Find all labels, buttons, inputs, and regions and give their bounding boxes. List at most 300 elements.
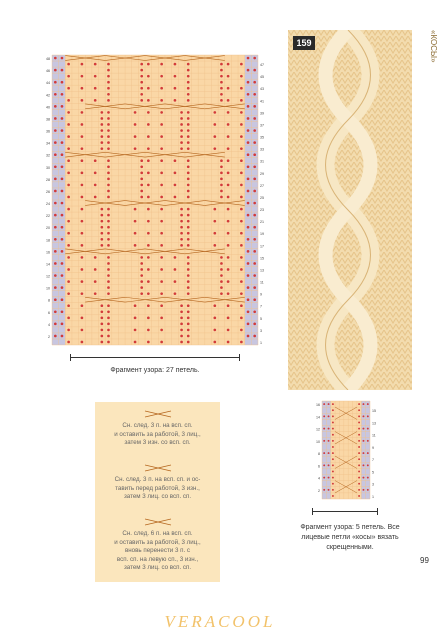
purl-stitch-mark: [101, 111, 104, 114]
purl-stitch-mark: [81, 316, 84, 319]
purl-stitch-mark: [107, 184, 110, 187]
row-number-right: 31: [260, 159, 264, 164]
purl-stitch-mark: [160, 123, 163, 126]
purl-stitch-mark: [101, 208, 104, 211]
purl-stitch-mark: [61, 178, 64, 181]
purl-stitch-mark: [134, 147, 137, 150]
purl-stitch-mark: [358, 495, 360, 497]
purl-stitch-mark: [240, 232, 243, 235]
purl-stitch-mark: [81, 244, 84, 247]
purl-stitch-mark: [61, 238, 64, 241]
purl-stitch-mark: [54, 105, 57, 108]
purl-stitch-mark: [54, 93, 57, 96]
purl-stitch-mark: [240, 147, 243, 150]
purl-stitch-mark: [81, 304, 84, 307]
purl-stitch-mark: [94, 159, 97, 162]
purl-stitch-mark: [332, 440, 334, 442]
purl-stitch-mark: [54, 165, 57, 168]
purl-stitch-mark: [187, 214, 190, 217]
purl-stitch-mark: [107, 178, 110, 181]
purl-stitch-mark: [107, 232, 110, 235]
purl-stitch-mark: [107, 135, 110, 138]
purl-stitch-mark: [332, 464, 334, 466]
purl-stitch-mark: [140, 280, 143, 283]
purl-stitch-mark: [160, 184, 163, 187]
purl-stitch-mark: [140, 268, 143, 271]
purl-stitch-mark: [147, 208, 150, 211]
purl-stitch-mark: [61, 262, 64, 265]
row-number-right: 33: [260, 147, 264, 152]
purl-stitch-mark: [187, 135, 190, 138]
purl-stitch-mark: [247, 335, 250, 338]
purl-stitch-mark: [94, 75, 97, 78]
purl-stitch-mark: [358, 452, 360, 454]
row-number-right: 13: [260, 268, 264, 273]
row-number-left: 16: [316, 403, 320, 408]
symbol-legend: [95, 402, 220, 582]
purl-stitch-mark: [160, 87, 163, 90]
purl-stitch-mark: [140, 165, 143, 168]
purl-stitch-mark: [174, 184, 177, 187]
purl-stitch-mark: [213, 111, 216, 114]
purl-stitch-mark: [61, 323, 64, 326]
purl-stitch-mark: [180, 341, 183, 344]
big-knitting-chart: [40, 52, 270, 348]
purl-stitch-mark: [107, 147, 110, 150]
purl-stitch-mark: [174, 280, 177, 283]
purl-stitch-mark: [220, 268, 223, 271]
purl-stitch-mark: [67, 280, 70, 283]
row-number-left: 6: [318, 464, 320, 469]
purl-stitch-mark: [61, 69, 64, 72]
purl-stitch-mark: [240, 304, 243, 307]
purl-stitch-mark: [61, 153, 64, 156]
legend-line: затем 3 изн. со всп. сп.: [124, 439, 191, 446]
purl-stitch-mark: [187, 262, 190, 265]
purl-stitch-mark: [187, 268, 190, 271]
purl-stitch-mark: [187, 274, 190, 277]
purl-stitch-mark: [227, 292, 230, 295]
row-number-left: 46: [46, 69, 50, 74]
row-number-right: 21: [260, 220, 264, 225]
purl-stitch-mark: [147, 184, 150, 187]
purl-stitch-mark: [140, 178, 143, 181]
purl-stitch-mark: [220, 81, 223, 84]
purl-stitch-mark: [107, 214, 110, 217]
purl-stitch-mark: [101, 304, 104, 307]
purl-stitch-mark: [213, 316, 216, 319]
purl-stitch-mark: [67, 147, 70, 150]
purl-stitch-mark: [67, 304, 70, 307]
purl-stitch-mark: [61, 93, 64, 96]
purl-stitch-mark: [253, 335, 256, 338]
purl-stitch-mark: [240, 316, 243, 319]
purl-stitch-mark: [367, 464, 369, 466]
purl-stitch-mark: [107, 190, 110, 193]
purl-stitch-mark: [240, 87, 243, 90]
purl-stitch-mark: [101, 238, 104, 241]
purl-stitch-mark: [94, 99, 97, 102]
purl-stitch-mark: [107, 165, 110, 168]
purl-stitch-mark: [328, 440, 330, 442]
purl-stitch-mark: [54, 323, 57, 326]
purl-stitch-mark: [180, 316, 183, 319]
purl-stitch-mark: [323, 403, 325, 405]
row-number-right: 47: [260, 63, 264, 68]
row-number-left: 32: [46, 153, 50, 158]
purl-stitch-mark: [253, 178, 256, 181]
purl-stitch-mark: [61, 105, 64, 108]
purl-stitch-mark: [240, 123, 243, 126]
purl-stitch-mark: [101, 232, 104, 235]
purl-stitch-mark: [107, 123, 110, 126]
purl-stitch-mark: [67, 341, 70, 344]
purl-stitch-mark: [180, 141, 183, 144]
purl-stitch-mark: [367, 489, 369, 491]
purl-stitch-mark: [227, 208, 230, 211]
purl-stitch-mark: [187, 329, 190, 332]
purl-stitch-mark: [253, 238, 256, 241]
purl-stitch-mark: [253, 141, 256, 144]
purl-stitch-mark: [94, 292, 97, 295]
small-knitting-chart: [310, 398, 382, 502]
row-number-right: 7: [372, 458, 374, 463]
purl-stitch-mark: [227, 123, 230, 126]
purl-stitch-mark: [253, 286, 256, 289]
purl-stitch-mark: [140, 256, 143, 259]
row-number-left: 30: [46, 165, 50, 170]
purl-stitch-mark: [61, 129, 64, 132]
purl-stitch-mark: [147, 256, 150, 259]
purl-stitch-mark: [332, 495, 334, 497]
purl-stitch-mark: [220, 256, 223, 259]
purl-stitch-mark: [253, 69, 256, 72]
purl-stitch-mark: [253, 153, 256, 156]
legend-line: всп. сп. на левую сп., 3 изн.,: [116, 555, 199, 563]
purl-stitch-mark: [180, 310, 183, 313]
purl-stitch-mark: [147, 87, 150, 90]
purl-stitch-mark: [54, 178, 57, 181]
row-number-right: 3: [372, 482, 374, 487]
purl-stitch-mark: [362, 428, 364, 430]
row-number-left: 12: [46, 274, 50, 279]
purl-stitch-mark: [160, 147, 163, 150]
purl-stitch-mark: [180, 335, 183, 338]
purl-stitch-mark: [160, 292, 163, 295]
row-number-left: 34: [46, 141, 50, 146]
row-number-left: 6: [48, 310, 50, 315]
purl-stitch-mark: [332, 452, 334, 454]
purl-stitch-mark: [147, 341, 150, 344]
purl-stitch-mark: [362, 464, 364, 466]
purl-stitch-mark: [81, 135, 84, 138]
purl-stitch-mark: [94, 196, 97, 199]
purl-stitch-mark: [323, 440, 325, 442]
purl-stitch-mark: [187, 190, 190, 193]
purl-stitch-mark: [323, 489, 325, 491]
row-number-right: 7: [260, 304, 262, 309]
cable-knit-illustration: [288, 30, 412, 390]
purl-stitch-mark: [160, 99, 163, 102]
purl-stitch-mark: [328, 428, 330, 430]
purl-stitch-mark: [187, 123, 190, 126]
purl-stitch-mark: [240, 280, 243, 283]
purl-stitch-mark: [367, 452, 369, 454]
purl-stitch-mark: [358, 415, 360, 417]
purl-stitch-mark: [247, 153, 250, 156]
purl-stitch-mark: [187, 99, 190, 102]
purl-stitch-mark: [240, 99, 243, 102]
legend-line: вновь перенести 3 п. с: [124, 547, 191, 554]
row-number-right: 1: [260, 340, 262, 345]
purl-stitch-mark: [160, 316, 163, 319]
purl-stitch-mark: [240, 329, 243, 332]
purl-stitch-mark: [107, 81, 110, 84]
purl-stitch-mark: [227, 304, 230, 307]
purl-stitch-mark: [140, 196, 143, 199]
purl-stitch-mark: [328, 477, 330, 479]
row-number-right: 39: [260, 111, 264, 116]
purl-stitch-mark: [227, 256, 230, 259]
purl-stitch-mark: [147, 99, 150, 102]
purl-stitch-mark: [187, 292, 190, 295]
purl-stitch-mark: [160, 220, 163, 223]
purl-stitch-mark: [240, 244, 243, 247]
purl-stitch-mark: [247, 165, 250, 168]
purl-stitch-mark: [67, 244, 70, 247]
purl-stitch-mark: [67, 75, 70, 78]
purl-stitch-mark: [180, 111, 183, 114]
purl-stitch-mark: [253, 250, 256, 253]
purl-stitch-mark: [81, 341, 84, 344]
purl-stitch-mark: [54, 298, 57, 301]
purl-stitch-mark: [187, 220, 190, 223]
purl-stitch-mark: [240, 292, 243, 295]
knitted-sample-photo: [288, 30, 412, 390]
purl-stitch-mark: [67, 87, 70, 90]
purl-stitch-mark: [187, 196, 190, 199]
small-chart-caption: Фрагмент узора: 5 петель. Все лицевые петли «косы» вязать скрещенными.: [300, 524, 400, 551]
row-number-left: 10: [46, 286, 50, 291]
purl-stitch-mark: [213, 329, 216, 332]
purl-stitch-mark: [332, 403, 334, 405]
row-number-left: 36: [46, 129, 50, 134]
row-number-left: 28: [46, 177, 50, 182]
row-number-right: 45: [260, 75, 264, 80]
purl-stitch-mark: [147, 147, 150, 150]
purl-stitch-mark: [54, 262, 57, 265]
purl-stitch-mark: [54, 190, 57, 193]
purl-stitch-mark: [174, 256, 177, 259]
purl-stitch-mark: [227, 111, 230, 114]
purl-stitch-mark: [174, 87, 177, 90]
purl-stitch-mark: [67, 220, 70, 223]
purl-stitch-mark: [54, 250, 57, 253]
purl-stitch-mark: [134, 341, 137, 344]
big-chart-caption: Фрагмент узора: 27 петель.: [110, 367, 200, 374]
purl-stitch-mark: [187, 184, 190, 187]
purl-stitch-mark: [227, 159, 230, 162]
purl-stitch-mark: [253, 323, 256, 326]
row-number-left: 24: [46, 202, 50, 207]
purl-stitch-mark: [54, 57, 57, 60]
purl-stitch-mark: [160, 208, 163, 211]
row-number-right: 11: [372, 433, 376, 438]
purl-stitch-mark: [180, 147, 183, 150]
purl-stitch-mark: [187, 165, 190, 168]
purl-stitch-mark: [253, 274, 256, 277]
purl-stitch-mark: [187, 75, 190, 78]
purl-stitch-mark: [187, 256, 190, 259]
purl-stitch-mark: [61, 202, 64, 205]
purl-stitch-mark: [61, 335, 64, 338]
purl-stitch-mark: [160, 280, 163, 283]
row-number-left: 40: [46, 105, 50, 110]
purl-stitch-mark: [140, 81, 143, 84]
row-number-right: 19: [260, 232, 264, 237]
purl-stitch-mark: [147, 159, 150, 162]
purl-stitch-mark: [134, 220, 137, 223]
purl-stitch-mark: [227, 244, 230, 247]
purl-stitch-mark: [101, 220, 104, 223]
purl-stitch-mark: [107, 262, 110, 265]
purl-stitch-mark: [160, 75, 163, 78]
purl-stitch-mark: [358, 421, 360, 423]
row-number-right: 35: [260, 135, 264, 140]
purl-stitch-mark: [358, 483, 360, 485]
row-number-left: 14: [46, 262, 50, 267]
purl-stitch-mark: [107, 323, 110, 326]
purl-stitch-mark: [147, 63, 150, 66]
row-number-right: 9: [372, 445, 374, 450]
purl-stitch-mark: [81, 111, 84, 114]
row-number-left: 42: [46, 93, 50, 98]
purl-stitch-mark: [227, 268, 230, 271]
purl-stitch-mark: [240, 111, 243, 114]
purl-stitch-mark: [94, 268, 97, 271]
purl-stitch-mark: [67, 329, 70, 332]
row-number-right: 27: [260, 183, 264, 188]
purl-stitch-mark: [227, 232, 230, 235]
purl-stitch-mark: [240, 256, 243, 259]
purl-stitch-mark: [107, 280, 110, 283]
big-chart-width-marker: [70, 357, 240, 358]
purl-stitch-mark: [160, 329, 163, 332]
purl-stitch-mark: [213, 208, 216, 211]
purl-stitch-mark: [61, 190, 64, 193]
cable-symbol-icon: [143, 410, 173, 418]
purl-stitch-mark: [247, 105, 250, 108]
purl-stitch-mark: [61, 226, 64, 229]
row-number-left: 48: [46, 57, 50, 62]
purl-stitch-mark: [328, 403, 330, 405]
purl-stitch-mark: [54, 274, 57, 277]
purl-stitch-mark: [147, 280, 150, 283]
purl-stitch-mark: [101, 244, 104, 247]
purl-stitch-mark: [81, 256, 84, 259]
small-chart-width-marker: [312, 511, 378, 512]
purl-stitch-mark: [247, 214, 250, 217]
purl-stitch-mark: [227, 220, 230, 223]
purl-stitch-mark: [240, 220, 243, 223]
purl-stitch-mark: [81, 208, 84, 211]
purl-stitch-mark: [367, 403, 369, 405]
purl-stitch-mark: [247, 141, 250, 144]
purl-stitch-mark: [107, 256, 110, 259]
row-number-right: 43: [260, 87, 264, 92]
row-number-left: 12: [316, 427, 320, 432]
purl-stitch-mark: [147, 111, 150, 114]
purl-stitch-mark: [358, 458, 360, 460]
purl-stitch-mark: [220, 171, 223, 174]
purl-stitch-mark: [187, 335, 190, 338]
purl-stitch-mark: [180, 129, 183, 132]
purl-stitch-mark: [253, 117, 256, 120]
purl-stitch-mark: [67, 292, 70, 295]
purl-stitch-mark: [213, 135, 216, 138]
row-number-right: 1: [372, 494, 374, 499]
purl-stitch-mark: [140, 87, 143, 90]
purl-stitch-mark: [107, 196, 110, 199]
row-number-left: 18: [46, 238, 50, 243]
row-number-right: 23: [260, 208, 264, 213]
purl-stitch-mark: [240, 184, 243, 187]
purl-stitch-mark: [81, 171, 84, 174]
purl-stitch-mark: [54, 202, 57, 205]
purl-stitch-mark: [328, 489, 330, 491]
purl-stitch-mark: [107, 93, 110, 96]
row-number-right: 25: [260, 195, 264, 200]
row-number-right: 9: [260, 292, 262, 297]
purl-stitch-mark: [240, 63, 243, 66]
purl-stitch-mark: [213, 341, 216, 344]
purl-stitch-mark: [247, 226, 250, 229]
purl-stitch-mark: [358, 403, 360, 405]
purl-stitch-mark: [213, 244, 216, 247]
purl-stitch-mark: [81, 63, 84, 66]
purl-stitch-mark: [107, 310, 110, 313]
purl-stitch-mark: [54, 141, 57, 144]
purl-stitch-mark: [160, 159, 163, 162]
purl-stitch-mark: [187, 129, 190, 132]
purl-stitch-mark: [187, 141, 190, 144]
purl-stitch-mark: [253, 262, 256, 265]
purl-stitch-mark: [227, 341, 230, 344]
purl-stitch-mark: [213, 232, 216, 235]
purl-stitch-mark: [134, 111, 137, 114]
purl-stitch-mark: [101, 214, 104, 217]
purl-stitch-mark: [362, 452, 364, 454]
purl-stitch-mark: [180, 226, 183, 229]
purl-stitch-mark: [227, 184, 230, 187]
purl-stitch-mark: [358, 446, 360, 448]
purl-stitch-mark: [140, 292, 143, 295]
purl-stitch-mark: [247, 129, 250, 132]
purl-stitch-mark: [67, 63, 70, 66]
purl-stitch-mark: [101, 323, 104, 326]
purl-stitch-mark: [247, 81, 250, 84]
purl-stitch-mark: [332, 446, 334, 448]
purl-stitch-mark: [220, 280, 223, 283]
purl-stitch-mark: [187, 178, 190, 181]
purl-stitch-mark: [247, 93, 250, 96]
purl-stitch-mark: [358, 409, 360, 411]
purl-stitch-mark: [247, 274, 250, 277]
purl-stitch-mark: [147, 292, 150, 295]
purl-stitch-mark: [220, 69, 223, 72]
row-number-left: 14: [316, 415, 320, 420]
purl-stitch-mark: [160, 304, 163, 307]
